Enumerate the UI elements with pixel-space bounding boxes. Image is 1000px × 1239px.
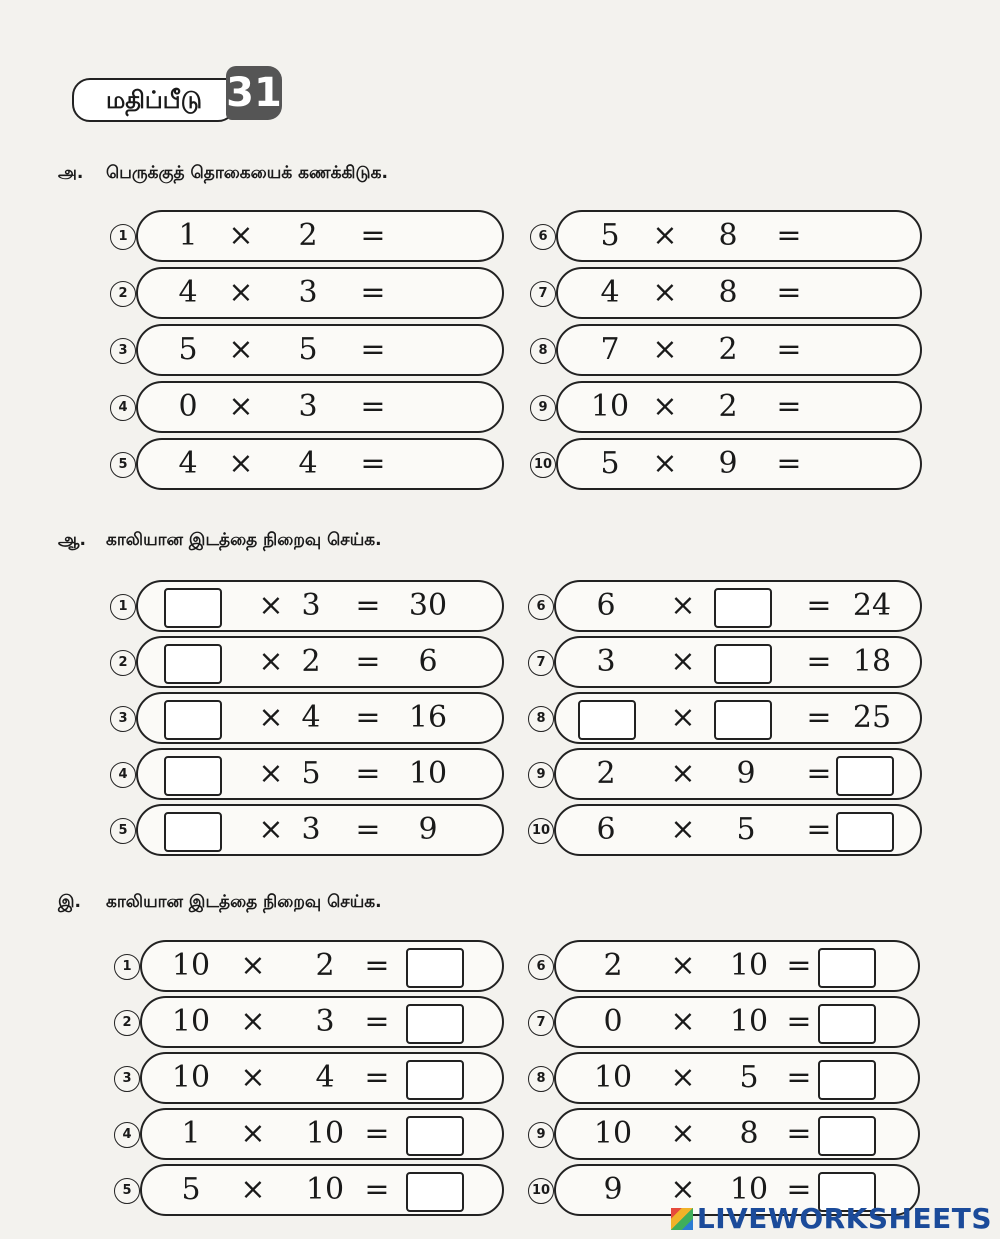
factor-b: 4 xyxy=(301,700,321,735)
factor-b: 5 xyxy=(739,1060,759,1095)
answer-box[interactable] xyxy=(818,1116,876,1156)
product-value: 16 xyxy=(408,700,448,735)
times-sign: × xyxy=(670,1116,696,1151)
exercise-row xyxy=(110,804,504,856)
factor-b: 2 xyxy=(718,389,738,424)
factor-a: 6 xyxy=(596,812,616,847)
exercise-row xyxy=(528,580,922,632)
times-sign: × xyxy=(670,756,696,791)
question-number: 3 xyxy=(110,338,136,364)
times-sign: × xyxy=(670,700,696,735)
equation-pill xyxy=(556,324,922,376)
equation-pill xyxy=(554,748,922,800)
times-sign: × xyxy=(240,1060,266,1095)
equation-pill xyxy=(554,804,922,856)
times-sign: × xyxy=(670,948,696,983)
question-number: 8 xyxy=(528,706,554,732)
factor-b: 2 xyxy=(315,948,335,983)
equation-pill xyxy=(136,804,504,856)
question-number: 7 xyxy=(528,650,554,676)
answer-box[interactable] xyxy=(406,1172,464,1212)
exercise-row xyxy=(528,636,922,688)
section-a-instruction: பெருக்குத் தொகையைக் கணக்கிடுக. xyxy=(106,163,388,183)
equation-pill xyxy=(140,1108,504,1160)
product-value: 18 xyxy=(852,644,892,679)
times-sign: × xyxy=(670,1172,696,1207)
answer-box[interactable] xyxy=(818,1004,876,1044)
factor-b: 10 xyxy=(305,1172,345,1207)
times-sign: × xyxy=(240,1172,266,1207)
equation-pill xyxy=(136,580,504,632)
equation-pill xyxy=(556,438,922,490)
times-sign: × xyxy=(652,218,678,253)
product-value: 30 xyxy=(408,588,448,623)
equals-sign: = xyxy=(364,948,390,983)
factor-a: 4 xyxy=(178,446,198,481)
factor-b: 3 xyxy=(301,812,321,847)
exercise-row xyxy=(114,1164,504,1216)
exercise-row xyxy=(528,940,920,992)
answer-box[interactable] xyxy=(406,1060,464,1100)
question-number: 5 xyxy=(110,818,136,844)
factor-b: 3 xyxy=(298,275,318,310)
equals-sign: = xyxy=(786,1060,812,1095)
factor-b: 2 xyxy=(298,218,318,253)
liveworksheets-watermark xyxy=(671,1202,992,1235)
section-c-letter: இ. xyxy=(58,892,81,912)
times-sign: × xyxy=(258,756,284,791)
answer-box[interactable] xyxy=(578,700,636,740)
exercise-row xyxy=(528,1052,920,1104)
factor-a: 4 xyxy=(178,275,198,310)
equals-sign: = xyxy=(364,1172,390,1207)
equation-pill xyxy=(136,324,504,376)
times-sign: × xyxy=(652,389,678,424)
answer-box[interactable] xyxy=(818,948,876,988)
equation-pill xyxy=(136,636,504,688)
exercise-row xyxy=(110,324,504,376)
section-b-letter: ஆ. xyxy=(58,530,86,550)
equals-sign: = xyxy=(360,218,386,253)
factor-a: 10 xyxy=(171,1004,211,1039)
equals-sign: = xyxy=(355,812,381,847)
exercise-row xyxy=(530,438,922,490)
equation-pill xyxy=(136,381,504,433)
factor-a: 2 xyxy=(603,948,623,983)
question-number: 10 xyxy=(528,818,554,844)
equation-pill xyxy=(140,996,504,1048)
exercise-row xyxy=(528,996,920,1048)
answer-box[interactable] xyxy=(164,644,222,684)
times-sign: × xyxy=(670,644,696,679)
equals-sign: = xyxy=(776,218,802,253)
equals-sign: = xyxy=(360,389,386,424)
equals-sign: = xyxy=(355,700,381,735)
factor-b: 3 xyxy=(298,389,318,424)
question-number: 5 xyxy=(110,452,136,478)
times-sign: × xyxy=(652,275,678,310)
question-number: 1 xyxy=(110,594,136,620)
times-sign: × xyxy=(228,446,254,481)
equation-pill xyxy=(136,692,504,744)
times-sign: × xyxy=(240,1116,266,1151)
factor-a: 10 xyxy=(590,389,630,424)
factor-b: 8 xyxy=(718,275,738,310)
factor-a: 4 xyxy=(600,275,620,310)
page-title: மதிப்பீடு xyxy=(72,78,236,122)
product-value: 25 xyxy=(852,700,892,735)
exercise-row xyxy=(110,267,504,319)
factor-a: 2 xyxy=(596,756,616,791)
question-number: 1 xyxy=(110,224,136,250)
times-sign: × xyxy=(228,332,254,367)
equation-pill xyxy=(554,580,922,632)
times-sign: × xyxy=(240,948,266,983)
question-number: 9 xyxy=(528,762,554,788)
question-number: 10 xyxy=(530,452,556,478)
factor-b: 10 xyxy=(729,1004,769,1039)
factor-a: 6 xyxy=(596,588,616,623)
section-c-heading xyxy=(58,892,382,914)
section-b-instruction: காலியான இடத்தை நிறைவு செய்க. xyxy=(106,530,382,550)
equals-sign: = xyxy=(786,1004,812,1039)
equals-sign: = xyxy=(806,644,832,679)
times-sign: × xyxy=(258,812,284,847)
factor-b: 10 xyxy=(729,1172,769,1207)
exercise-row xyxy=(528,1108,920,1160)
factor-a: 5 xyxy=(178,332,198,367)
title-badge xyxy=(58,66,282,128)
exercise-row xyxy=(110,381,504,433)
section-a-letter: அ. xyxy=(58,163,84,183)
answer-box[interactable] xyxy=(164,700,222,740)
factor-b: 2 xyxy=(718,332,738,367)
equals-sign: = xyxy=(355,644,381,679)
equals-sign: = xyxy=(360,275,386,310)
liveworksheets-logo-icon xyxy=(671,1208,693,1230)
answer-box[interactable] xyxy=(406,1004,464,1044)
equation-pill xyxy=(556,267,922,319)
exercise-row xyxy=(110,692,504,744)
product-value: 9 xyxy=(418,812,438,847)
equation-pill xyxy=(140,940,504,992)
factor-b: 4 xyxy=(315,1060,335,1095)
equals-sign: = xyxy=(364,1116,390,1151)
question-number: 4 xyxy=(110,395,136,421)
equals-sign: = xyxy=(776,275,802,310)
times-sign: × xyxy=(228,389,254,424)
answer-box[interactable] xyxy=(714,700,772,740)
answer-box[interactable] xyxy=(714,644,772,684)
watermark-text: LIVEWORKSHEETS xyxy=(696,1202,992,1235)
exercise-row xyxy=(110,438,504,490)
question-number: 3 xyxy=(110,706,136,732)
exercise-row xyxy=(110,748,504,800)
question-number: 6 xyxy=(530,224,556,250)
answer-box[interactable] xyxy=(406,948,464,988)
question-number: 7 xyxy=(528,1010,554,1036)
times-sign: × xyxy=(258,700,284,735)
answer-box[interactable] xyxy=(406,1116,464,1156)
times-sign: × xyxy=(258,588,284,623)
times-sign: × xyxy=(670,1060,696,1095)
equation-pill xyxy=(554,940,920,992)
times-sign: × xyxy=(652,446,678,481)
answer-box[interactable] xyxy=(714,588,772,628)
equation-pill xyxy=(136,438,504,490)
equation-pill xyxy=(554,1052,920,1104)
question-number: 2 xyxy=(110,650,136,676)
equals-sign: = xyxy=(776,389,802,424)
equals-sign: = xyxy=(360,332,386,367)
factor-b: 8 xyxy=(718,218,738,253)
factor-a: 9 xyxy=(603,1172,623,1207)
times-sign: × xyxy=(228,275,254,310)
equation-pill xyxy=(136,210,504,262)
question-number: 5 xyxy=(114,1178,140,1204)
exercise-row xyxy=(114,1052,504,1104)
exercise-row xyxy=(530,381,922,433)
exercise-row xyxy=(114,1108,504,1160)
times-sign: × xyxy=(670,812,696,847)
factor-b: 2 xyxy=(301,644,321,679)
equation-pill xyxy=(140,1052,504,1104)
times-sign: × xyxy=(258,644,284,679)
factor-b: 9 xyxy=(718,446,738,481)
factor-a: 10 xyxy=(171,1060,211,1095)
question-number: 8 xyxy=(530,338,556,364)
times-sign: × xyxy=(670,588,696,623)
exercise-row xyxy=(530,267,922,319)
section-a-heading xyxy=(58,163,388,185)
answer-box[interactable] xyxy=(164,756,222,796)
product-value: 6 xyxy=(418,644,438,679)
exercise-row xyxy=(114,996,504,1048)
equation-pill xyxy=(140,1164,504,1216)
factor-b: 9 xyxy=(736,756,756,791)
factor-b: 10 xyxy=(305,1116,345,1151)
question-number: 8 xyxy=(528,1066,554,1092)
question-number: 1 xyxy=(114,954,140,980)
equation-pill xyxy=(554,1108,920,1160)
factor-a: 10 xyxy=(171,948,211,983)
exercise-row xyxy=(110,580,504,632)
equals-sign: = xyxy=(806,700,832,735)
answer-box[interactable] xyxy=(164,588,222,628)
question-number: 9 xyxy=(528,1122,554,1148)
times-sign: × xyxy=(240,1004,266,1039)
equals-sign: = xyxy=(786,1172,812,1207)
equals-sign: = xyxy=(786,948,812,983)
factor-b: 3 xyxy=(301,588,321,623)
section-c-instruction: காலியான இடத்தை நிறைவு செய்க. xyxy=(106,892,382,912)
factor-b: 8 xyxy=(739,1116,759,1151)
times-sign: × xyxy=(670,1004,696,1039)
exercise-row xyxy=(530,210,922,262)
times-sign: × xyxy=(652,332,678,367)
question-number: 4 xyxy=(110,762,136,788)
equation-pill xyxy=(136,748,504,800)
factor-b: 5 xyxy=(301,756,321,791)
product-value: 10 xyxy=(408,756,448,791)
equation-pill xyxy=(556,381,922,433)
factor-b: 5 xyxy=(736,812,756,847)
equals-sign: = xyxy=(360,446,386,481)
factor-b: 3 xyxy=(315,1004,335,1039)
section-b-heading xyxy=(58,530,382,552)
exercise-row xyxy=(528,692,922,744)
equals-sign: = xyxy=(355,756,381,791)
exercise-row xyxy=(110,210,504,262)
exercise-row xyxy=(114,940,504,992)
equation-pill xyxy=(554,996,920,1048)
factor-a: 0 xyxy=(603,1004,623,1039)
question-number: 7 xyxy=(530,281,556,307)
times-sign: × xyxy=(228,218,254,253)
question-number: 2 xyxy=(110,281,136,307)
equals-sign: = xyxy=(364,1004,390,1039)
factor-b: 10 xyxy=(729,948,769,983)
equals-sign: = xyxy=(806,756,832,791)
equals-sign: = xyxy=(806,812,832,847)
question-number: 6 xyxy=(528,594,554,620)
factor-a: 10 xyxy=(593,1060,633,1095)
equation-pill xyxy=(554,692,922,744)
equals-sign: = xyxy=(786,1116,812,1151)
factor-a: 5 xyxy=(600,218,620,253)
factor-a: 7 xyxy=(600,332,620,367)
factor-b: 4 xyxy=(298,446,318,481)
equation-pill xyxy=(554,636,922,688)
factor-a: 1 xyxy=(178,218,198,253)
question-number: 3 xyxy=(114,1066,140,1092)
equals-sign: = xyxy=(776,332,802,367)
question-number: 2 xyxy=(114,1010,140,1036)
equals-sign: = xyxy=(355,588,381,623)
answer-box[interactable] xyxy=(164,812,222,852)
factor-a: 5 xyxy=(181,1172,201,1207)
product-value: 24 xyxy=(852,588,892,623)
question-number: 9 xyxy=(530,395,556,421)
question-number: 10 xyxy=(528,1178,554,1204)
factor-a: 10 xyxy=(593,1116,633,1151)
equals-sign: = xyxy=(776,446,802,481)
factor-a: 5 xyxy=(600,446,620,481)
equals-sign: = xyxy=(364,1060,390,1095)
exercise-row xyxy=(530,324,922,376)
factor-a: 1 xyxy=(181,1116,201,1151)
question-number: 6 xyxy=(528,954,554,980)
answer-box[interactable] xyxy=(836,756,894,796)
equals-sign: = xyxy=(806,588,832,623)
exercise-row xyxy=(110,636,504,688)
equation-pill xyxy=(556,210,922,262)
equation-pill xyxy=(136,267,504,319)
question-number: 4 xyxy=(114,1122,140,1148)
exercise-row xyxy=(528,804,922,856)
exercise-row xyxy=(528,748,922,800)
factor-a: 3 xyxy=(596,644,616,679)
answer-box[interactable] xyxy=(836,812,894,852)
page-number: 31 xyxy=(226,66,282,120)
factor-a: 0 xyxy=(178,389,198,424)
factor-b: 5 xyxy=(298,332,318,367)
answer-box[interactable] xyxy=(818,1060,876,1100)
